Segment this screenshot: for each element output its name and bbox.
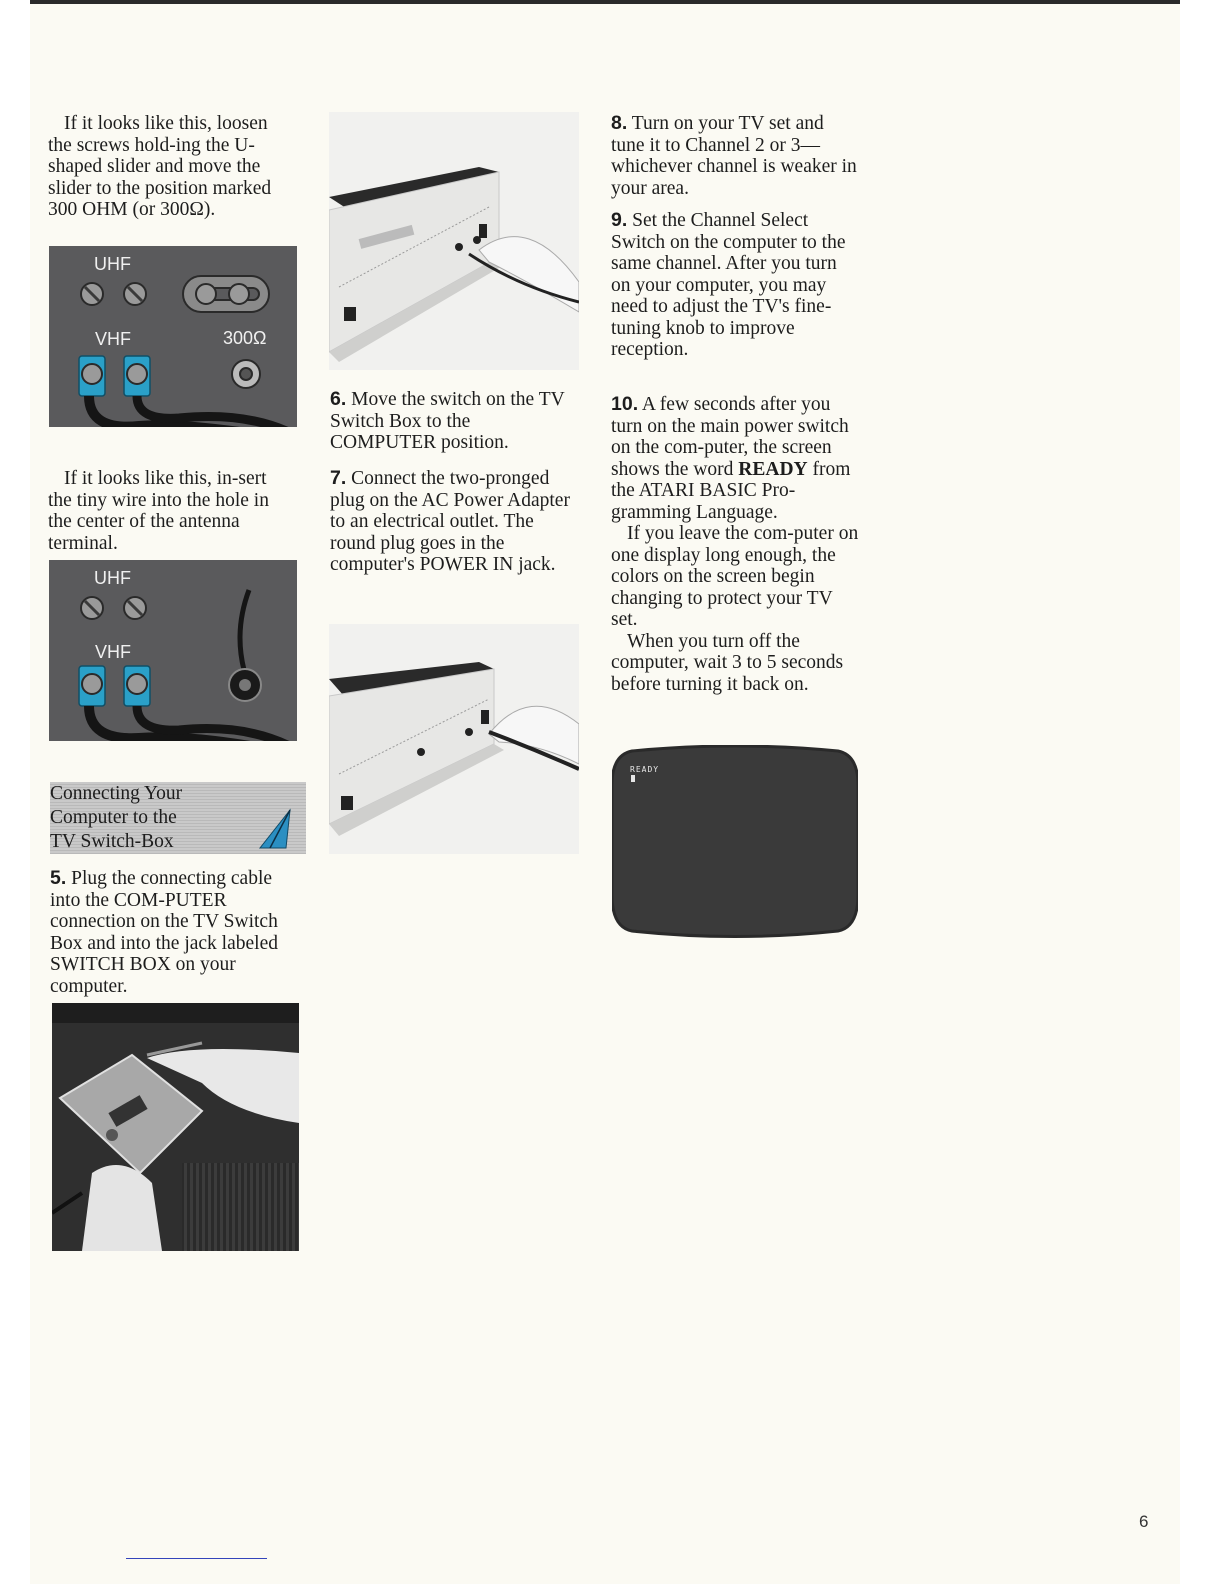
triangle-icon	[256, 808, 296, 852]
heading-line-1: Connecting Your	[50, 783, 183, 804]
tv-cursor	[631, 775, 635, 782]
vhf-label: VHF	[95, 329, 131, 349]
para-300-ohm: If it looks like this, loosen the screws hold-ing the U-shaped slider and move the slider to the position marked 300 OHM (or 300Ω).	[48, 113, 272, 220]
section-heading	[50, 782, 306, 854]
page-number: 6	[1139, 1512, 1149, 1531]
step-6-number: 6.	[330, 388, 347, 410]
para-leave-on: If you leave the com-puter on one display long enough, the colors on the screen begin changing to protect your TV set.	[611, 523, 859, 630]
step-5-text: Plug the connecting cable into the COM-PUTER connection on the TV Switch Box and into the jack labeled SWITCH BOX on your computer.	[50, 868, 278, 997]
para-tiny-wire: If it looks like this, in-sert the tiny wire into the hole in the center of the antenna terminal.	[48, 468, 269, 554]
step-10-text-a: A few seconds after you turn on the main power switch on the com-puter, the screen shows the word	[611, 394, 849, 480]
antenna-terminal-illustration	[49, 246, 297, 427]
antenna-wire-illustration	[49, 560, 297, 741]
uhf-label: UHF	[94, 254, 131, 274]
vhf-label: VHF	[95, 642, 131, 662]
computer-switch-photo	[329, 112, 579, 370]
uhf-label: UHF	[94, 568, 131, 588]
step-8	[611, 113, 859, 199]
bottom-rule	[126, 1558, 267, 1559]
antenna-terminal-figure-300-ohm	[49, 246, 297, 427]
step-6-text: Move the switch on the TV Switch Box to the COMPUTER position.	[330, 389, 565, 453]
step-5-number: 5.	[50, 867, 67, 889]
tv-ready-text: READY	[630, 765, 660, 774]
power-plug-photo	[329, 624, 579, 854]
step-10	[611, 394, 859, 695]
step-8-text: Turn on your TV set and tune it to Channel 2 or 3—whichever channel is weaker in your area.	[611, 113, 857, 199]
step-8-number: 8.	[611, 112, 628, 134]
step-5	[50, 868, 300, 997]
step-9	[611, 210, 859, 361]
ohm-label: 300Ω	[223, 328, 267, 348]
step-7-text: Connect the two-pronged plug on the AC Power Adapter to an electrical outlet. The round plug goes in the computer's POWER IN jack.	[330, 468, 570, 575]
page-right-edge	[1180, 0, 1224, 1584]
switch-box-photo	[52, 1003, 299, 1251]
antenna-terminal-figure-wire	[49, 560, 297, 741]
page-left-edge	[0, 0, 30, 1584]
step-9-number: 9.	[611, 209, 628, 231]
step-9-text: Set the Channel Select Switch on the computer to the same channel. After you turn on your computer, you may need to adjust the TV's fine-tuning knob to improve reception.	[611, 210, 846, 360]
ready-word: READY	[738, 458, 808, 480]
heading-line-3: TV Switch-Box	[50, 831, 174, 852]
step-10-text-b: from the ATARI BASIC Pro-gramming Language.	[611, 458, 851, 523]
step-6	[330, 389, 580, 454]
para-turn-off: When you turn off the computer, wait 3 to 5 seconds before turning it back on.	[611, 630, 844, 695]
heading-line-2: Computer to the	[50, 807, 177, 828]
step-7-number: 7.	[330, 467, 347, 489]
top-rule	[30, 0, 1180, 4]
step-10-number: 10.	[611, 393, 639, 415]
step-7	[330, 468, 582, 576]
